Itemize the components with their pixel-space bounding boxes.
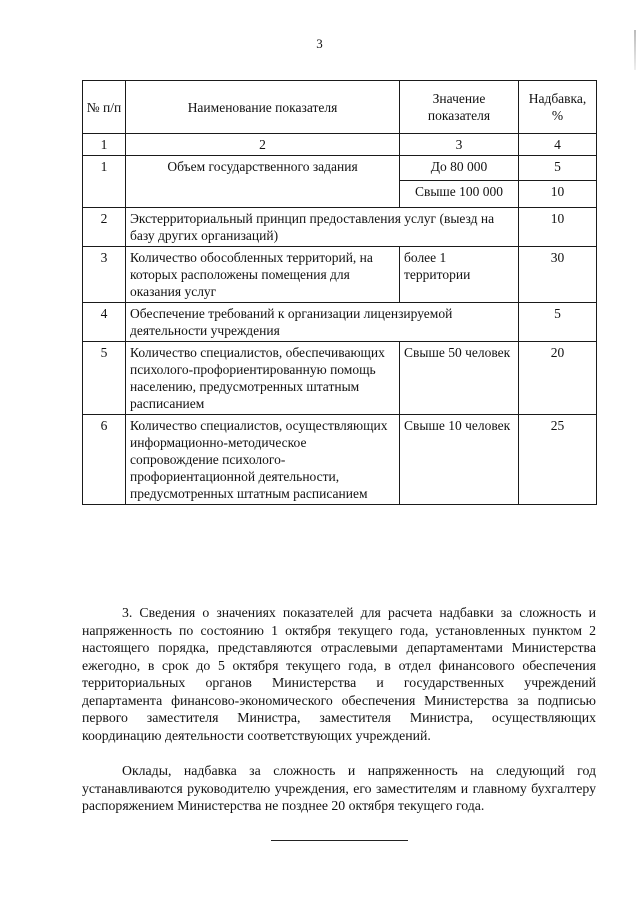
column-number: 3	[400, 134, 519, 156]
header-number: № п/п	[83, 81, 126, 134]
bonus-percent: 20	[519, 342, 597, 415]
table-row	[83, 415, 597, 505]
table-row	[83, 303, 597, 342]
bonus-percent: 10	[519, 181, 597, 208]
indicator-name: Количество специалистов, обеспечивающих психолого-профориентированную помощь населению, предусмотренных штатным расписанием	[126, 342, 400, 415]
indicator-name: Количество обособленных территорий, на которых расположены помещения для оказания услуг	[126, 247, 400, 303]
indicator-value: Свыше 100 000	[400, 181, 519, 208]
row-number: 2	[83, 208, 126, 247]
row-number: 4	[83, 303, 126, 342]
bonus-percent: 5	[519, 156, 597, 181]
paragraph-3: 3. Сведения о значениях показателей для расчета надбавки за сложность и напряженность по состоянию 1 октября текущего года, установленных пунктом 2 настоящего порядка, представляются отраслевыми департаментами Министерства ежегодно, в срок до 5 октября текущего года, в отдел финансового обеспечения территориальных органов Министерства и государственных учреждений департамента финансово-экономического обеспечения Министерства за подписью первого заместителя Министра, заместителя Министра, осуществляющих координацию деятельности соответствующих учреждений.	[82, 605, 596, 743]
row-number: 5	[83, 342, 126, 415]
indicator-name: Обеспечение требований к организации лицензируемой деятельности учреждения	[126, 303, 519, 342]
indicator-value: Свыше 50 человек	[400, 342, 519, 415]
closing-line	[271, 840, 408, 841]
indicator-name: Количество специалистов, осуществляющих информационно-методическое сопровождение психолого-профориентационной деятельности, предусмотренных штатным расписанием	[126, 415, 400, 505]
table-row	[83, 342, 597, 415]
bonus-percent: 30	[519, 247, 597, 303]
row-number: 6	[83, 415, 126, 505]
indicators-table	[82, 80, 597, 505]
table-row	[83, 156, 597, 181]
bonus-percent: 10	[519, 208, 597, 247]
header-indicator-value: Значение показателя	[400, 81, 519, 134]
table-header-row	[83, 81, 597, 134]
scan-edge-mark	[634, 30, 636, 70]
indicator-value: более 1 территории	[400, 247, 519, 303]
row-number: 3	[83, 247, 126, 303]
header-bonus: Надбавка, %	[519, 81, 597, 134]
table-row	[83, 208, 597, 247]
paragraph-salaries: Оклады, надбавка за сложность и напряженность на следующий год устанавливаются руководителю учреждения, его заместителям и главному бухгалтеру распоряжением Министерства не позднее 20 октября текущего года.	[82, 763, 596, 813]
bonus-percent: 25	[519, 415, 597, 505]
indicator-name: Объем государственного задания	[126, 156, 400, 208]
column-number: 1	[83, 134, 126, 156]
indicator-value: Свыше 10 человек	[400, 415, 519, 505]
bonus-percent: 5	[519, 303, 597, 342]
row-number: 1	[83, 156, 126, 208]
header-indicator-name: Наименование показателя	[126, 81, 400, 134]
indicator-name: Экстерриториальный принцип предоставления услуг (выезд на базу других организаций)	[126, 208, 519, 247]
column-numbers-row	[83, 134, 597, 156]
table-row	[83, 247, 597, 303]
column-number: 4	[519, 134, 597, 156]
column-number: 2	[126, 134, 400, 156]
indicator-value: До 80 000	[400, 156, 519, 181]
page-number: 3	[316, 36, 323, 51]
